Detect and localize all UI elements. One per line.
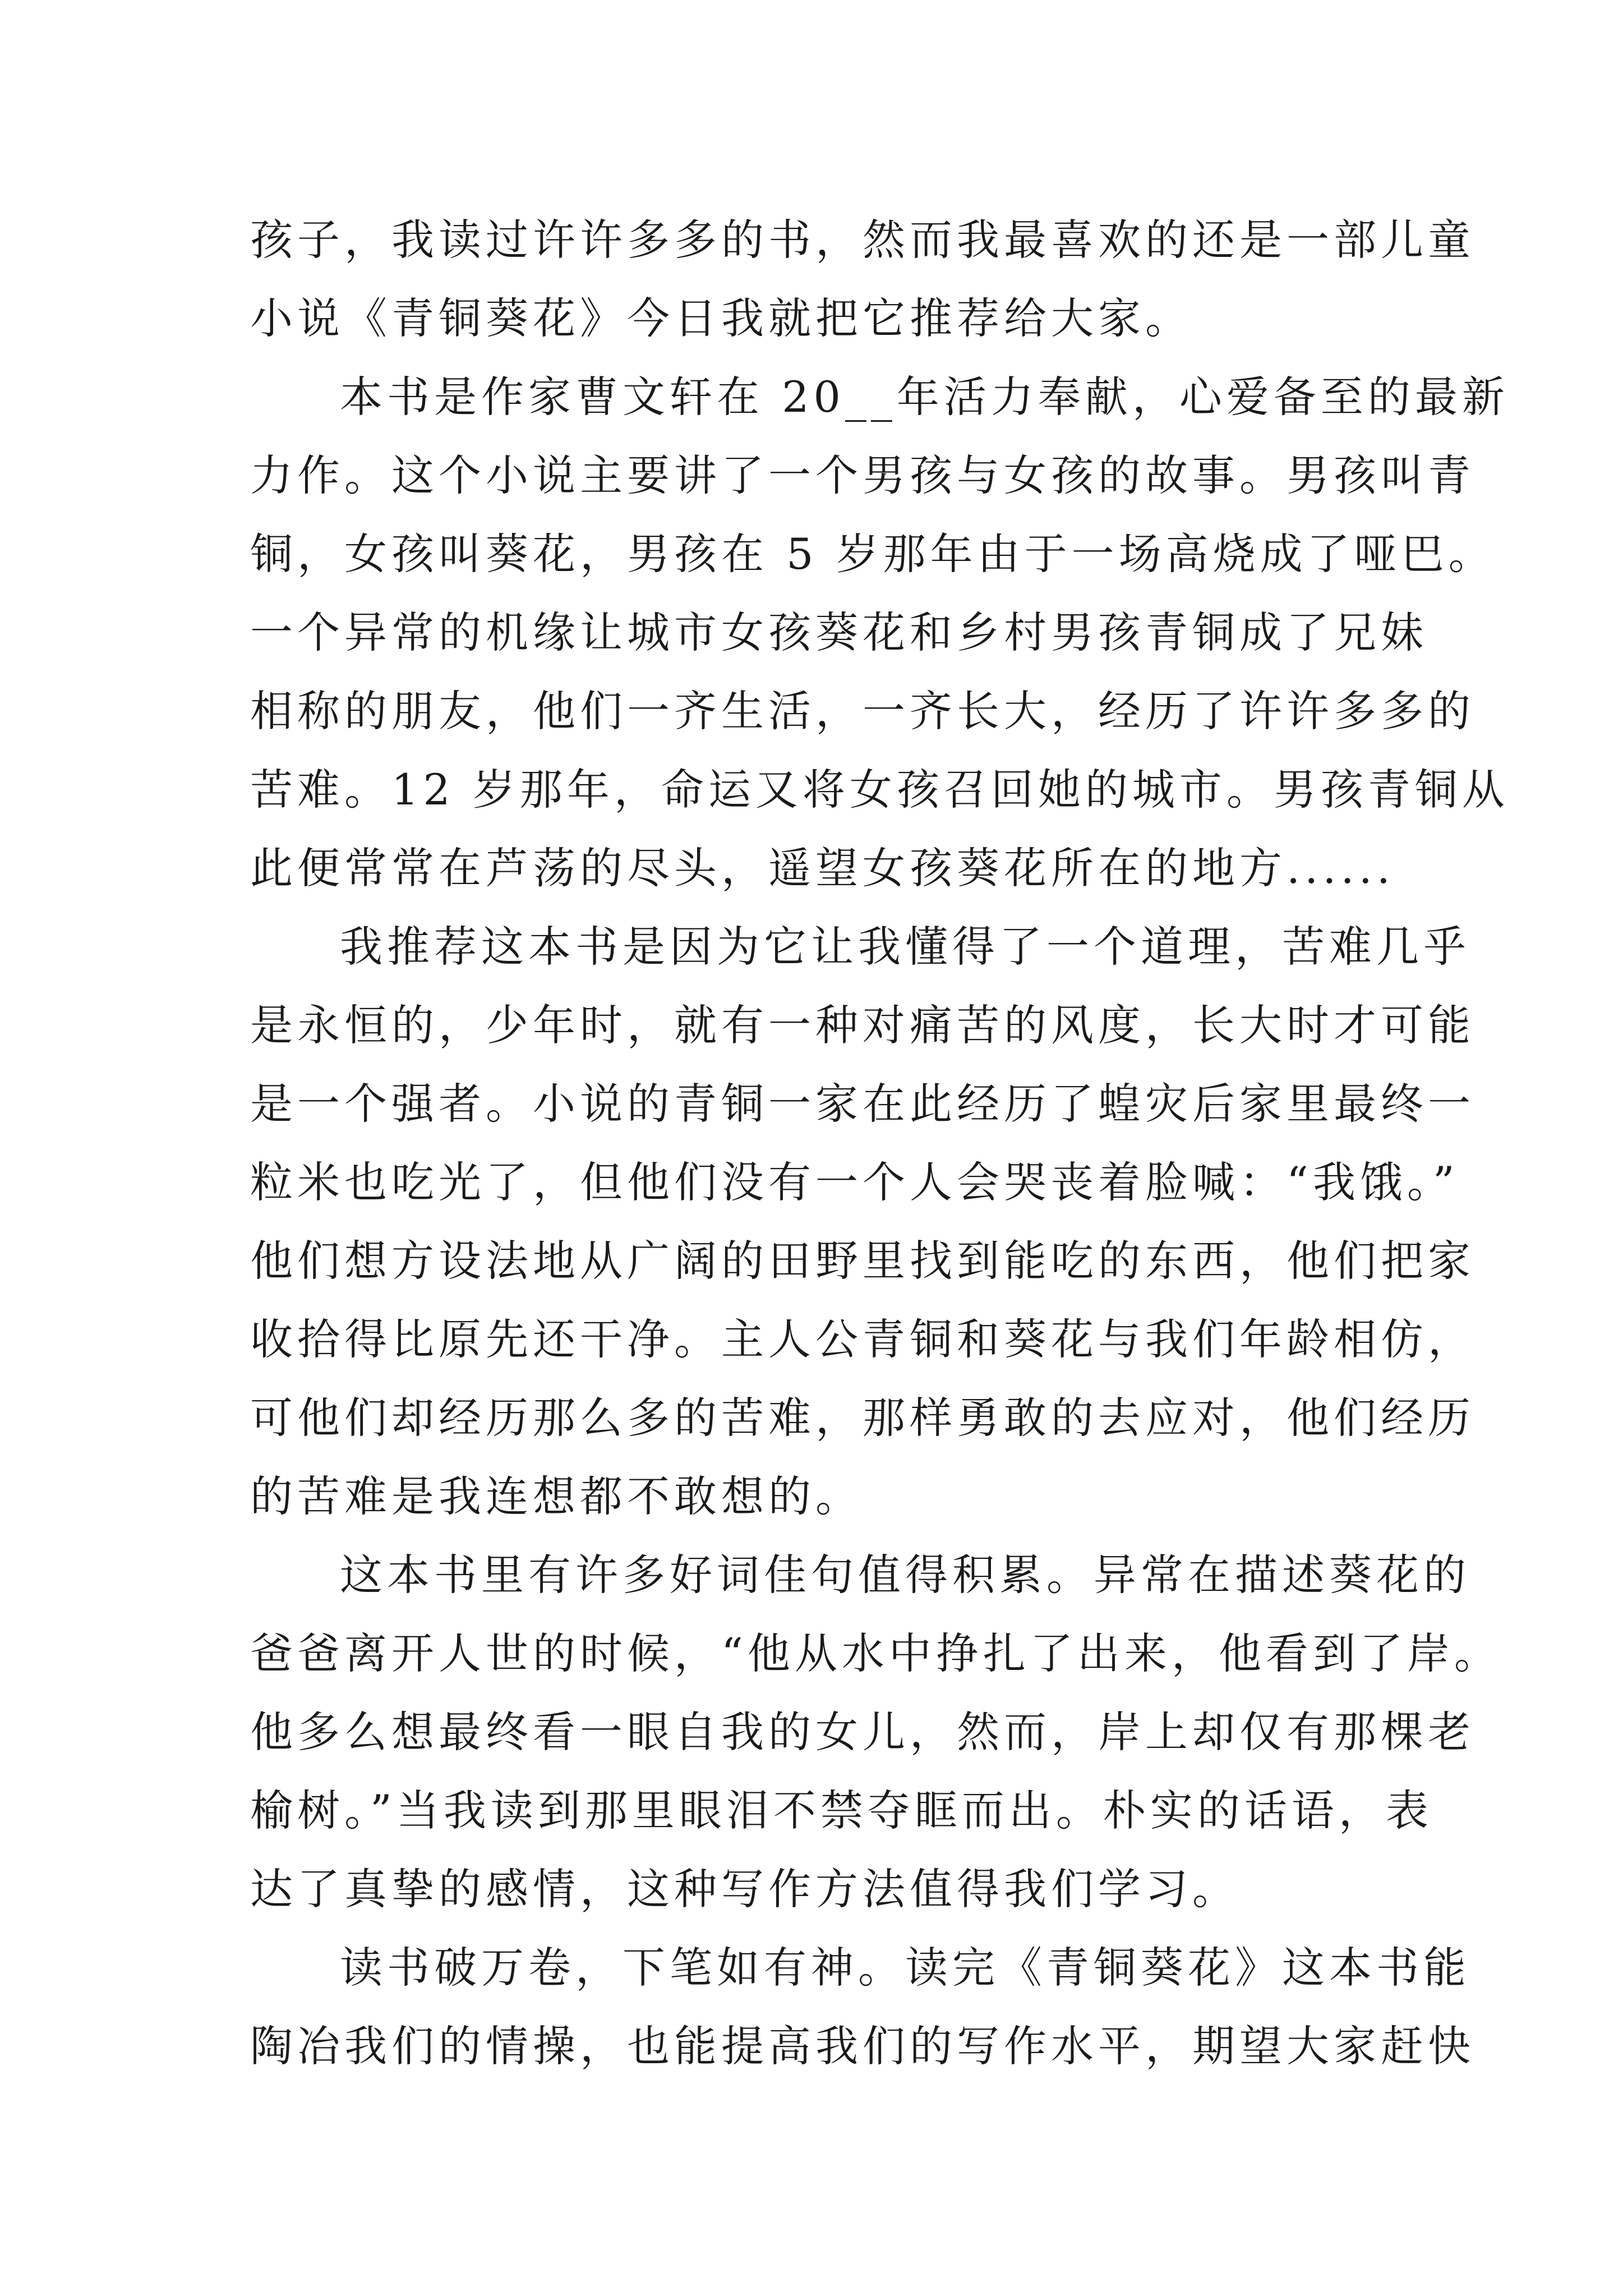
text-line: 陶冶我们的情操，也能提高我们的写作水平，期望大家赶快: [250, 2021, 1475, 2071]
text-line: 粒米也吃光了，但他们没有一个人会哭丧着脸喊：“我饿。”: [250, 1157, 1459, 1207]
paragraph-5: [250, 1929, 1475, 2086]
paragraph-1: [250, 201, 1475, 358]
text-line: 这本书里有许多好词佳句值得积累。异常在描述葵花的: [340, 1550, 1470, 1600]
text-line: 本书是作家曹文轩在 20__年活力奉献，心爱备至的最新: [340, 372, 1509, 422]
text-line: 达了真挚的感情，这种写作方法值得我们学习。: [250, 1864, 1239, 1914]
text-line: 收拾得比原先还干净。主人公青铜和葵花与我们年龄相仿，: [250, 1314, 1475, 1364]
paragraph-2: [250, 358, 1509, 908]
text-line: 榆树。”当我读到那里眼泪不禁夺眶而出。朴实的话语，表: [250, 1786, 1433, 1835]
text-line: 爸爸离开人世的时候，“他从水中挣扎了出来，他看到了岸。: [250, 1628, 1501, 1678]
text-line: 读书破万卷，下笔如有神。读完《青铜葵花》这本书能: [340, 1943, 1470, 1993]
paragraph-4: [250, 1536, 1501, 1929]
text-line: 是永恒的，少年时，就有一种对痛苦的风度，长大时才可能: [250, 1000, 1475, 1050]
text-line: 是一个强者。小说的青铜一家在此经历了蝗灾后家里最终一: [250, 1079, 1475, 1129]
text-line: 力作。这个小说主要讲了一个男孩与女孩的故事。男孩叫青: [250, 450, 1475, 500]
text-line: 相称的朋友，他们一齐生活，一齐长大，经历了许许多多的: [250, 686, 1475, 736]
paragraph-3: [250, 908, 1475, 1536]
text-line: 他们想方设法地从广阔的田野里找到能吃的东西，他们把家: [250, 1236, 1475, 1286]
text-line: 我推荐这本书是因为它让我懂得了一个道理，苦难几乎: [340, 922, 1470, 972]
text-line: 此便常常在芦荡的尽头，遥望女孩葵花所在的地方......: [250, 843, 1395, 893]
text-line: 铜，女孩叫葵花，男孩在 5 岁那年由于一场高烧成了哑巴。: [250, 529, 1496, 579]
document-body: [250, 201, 1509, 2086]
text-line: 一个异常的机缘让城市女孩葵花和乡村男孩青铜成了兄妹: [250, 608, 1428, 657]
text-line: 孩子，我读过许许多多的书，然而我最喜欢的还是一部儿童: [250, 215, 1475, 265]
text-line: 的苦难是我连想都不敢想的。: [250, 1471, 863, 1521]
text-line: 可他们却经历那么多的苦难，那样勇敢的去应对，他们经历: [250, 1393, 1475, 1443]
text-line: 小说《青铜葵花》今日我就把它推荐给大家。: [250, 293, 1192, 343]
text-line: 他多么想最终看一眼自我的女儿，然而，岸上却仅有那棵老: [250, 1707, 1475, 1757]
text-line: 苦难。12 岁那年，命运又将女孩召回她的城市。男孩青铜从: [250, 765, 1509, 815]
